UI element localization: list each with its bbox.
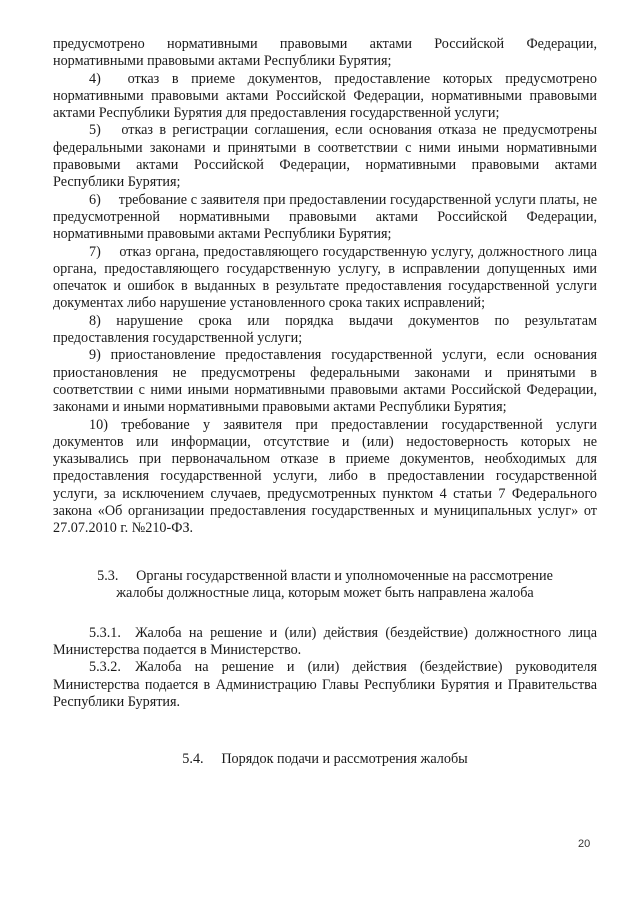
paragraph-item-8: 8) нарушение срока или порядка выдачи документов по результатам предоставления государственной услуги; <box>53 312 597 347</box>
section-5-4-heading: 5.4. Порядок подачи и рассмотрения жалобы <box>182 751 468 768</box>
paragraph-item-3-continuation: предусмотрено нормативными правовыми актами Российской Федерации, нормативными правовыми актами Республики Бурятия; <box>53 36 597 70</box>
paragraph-item-10: 10) требование у заявителя при предоставлении государственной услуги документов или информации, отсутствие и (или) недостоверность которых не указывались при первоначальном отказе в приеме документов, необходимых для предоставления государственной услуги, либо в предоставлении государственной услуги, за исключением случаев, предусмотренных пунктом 4 статьи 7 Федерального закона «Об организации предоставления государственных и муниципальных услуг» от 27.07.2010 г. №210-ФЗ. <box>53 416 597 537</box>
paragraph-item-4: 4) отказ в приеме документов, предоставление которых предусмотрено нормативными правовыми актами Российской Федерации, нормативными правовыми актами Республики Бурятия для предоставления государственной услуги; <box>53 70 597 122</box>
section-5-3-heading-line-2: жалобы должностные лица, которым может быть направлена жалоба <box>116 585 534 602</box>
paragraph-item-9: 9) приостановление предоставления государственной услуги, если основания приостановления не предусмотрены федеральными законами и принятыми в соответствии с ними иными нормативными правовыми актами Российской Федерации, законами и иными нормативными правовыми актами Республики Бурятия; <box>53 347 597 416</box>
section-5-3-heading-line-1: 5.3. Органы государственной власти и уполномоченные на рассмотрение <box>97 567 553 584</box>
section-5-3-items <box>53 625 597 711</box>
paragraph-item-6: 6) требование с заявителя при предоставлении государственной услуги платы, не предусмотренной нормативными правовыми актами Российской Федерации, нормативными правовыми актами Республики Бурятия; <box>53 191 597 243</box>
page-number: 20 <box>578 838 591 850</box>
paragraph-item-7: 7) отказ органа, предоставляющего государственную услугу, должностного лица органа, предоставляющего государственную услугу, в исправлении допущенных ими опечаток и ошибок в выданных в результате предоставления государственной услуги документах либо нарушение установленного срока таких исправлений; <box>53 243 597 312</box>
item-5-3-2: 5.3.2. Жалоба на решение и (или) действия (бездействие) руководителя Министерства подается в Администрацию Главы Республики Бурятия и Правительства Республики Бурятия. <box>53 659 597 710</box>
paragraph-item-5: 5) отказ в регистрации соглашения, если основания отказа не предусмотрены федеральными законами и принятыми в соответствии с ними иными нормативными правовыми актами Российской Федерации, нормативными правовыми актами Республики Бурятия; <box>53 122 597 191</box>
section-5-3-heading <box>53 568 597 603</box>
document-body <box>53 36 597 769</box>
item-5-3-1: 5.3.1. Жалоба на решение и (или) действия (бездействие) должностного лица Министерства подается в Министерство. <box>53 624 597 659</box>
